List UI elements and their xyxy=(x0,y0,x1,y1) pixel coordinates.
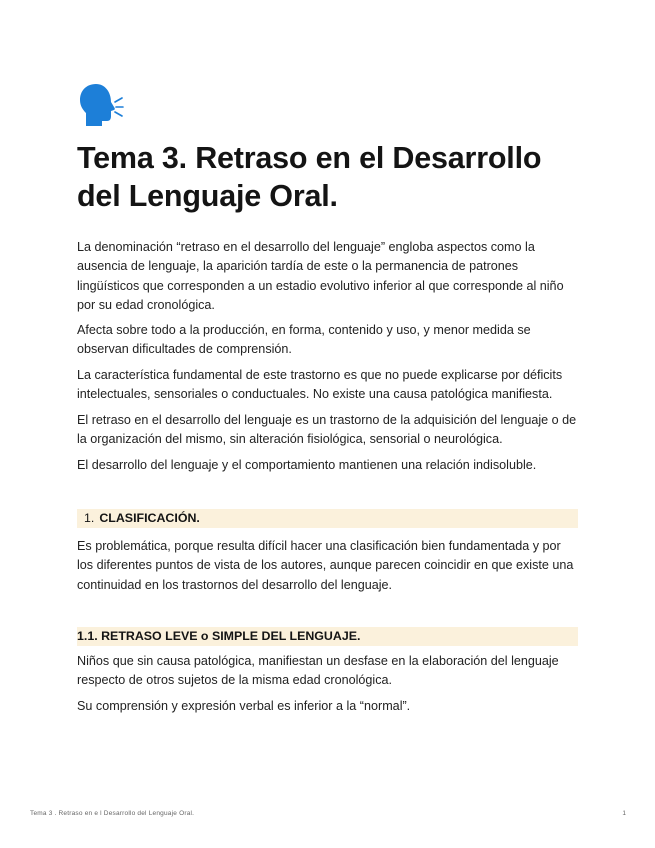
section-heading-clasificacion xyxy=(77,509,578,528)
intro-paragraph-5: El desarrollo del lenguaje y el comportamiento mantienen una relación indisoluble. xyxy=(77,458,537,472)
footer-document-title: Tema 3 . Retraso en e l Desarrollo del Lenguaje Oral. xyxy=(30,810,195,817)
section-1-paragraph: Es problemática, porque resulta difícil hacer una clasificación bien fundamentada y por los diferentes puntos de vista de los autores, aunque parecen coincidir en que existe una continuidad en los trastornos del desarrollo del lenguaje. xyxy=(77,539,574,592)
subsection-paragraph-2: Su comprensión y expresión verbal es inferior a la “normal”. xyxy=(77,699,411,713)
subsection-heading-retraso-leve xyxy=(77,627,578,646)
intro-paragraph-2: Afecta sobre todo a la producción, en forma, contenido y uso, y menor medida se observan dificultades de comprensión. xyxy=(77,323,531,357)
subsection-heading-text: 1.1. RETRASO LEVE o SIMPLE DEL LENGUAJE. xyxy=(77,629,361,643)
page-title: Tema 3. Retraso en el Desarrollo del Lenguaje Oral. xyxy=(77,141,542,213)
section-number: 1. xyxy=(84,511,95,525)
speaking-head-icon xyxy=(78,83,124,127)
intro-paragraph-4: El retraso en el desarrollo del lenguaje es un trastorno de la adquisición del lenguaje o de la organización del mismo, sin alteración fisiológica, sensorial o neurológica. xyxy=(77,413,577,447)
footer-page-number: 1 xyxy=(622,810,626,817)
subsection-paragraph-1: Niños que sin causa patológica, manifiestan un desfase en la elaboración del lenguaje respecto de otros sujetos de la misma edad cronológica. xyxy=(77,654,559,688)
intro-paragraph-1: La denominación “retraso en el desarrollo del lenguaje” engloba aspectos como la ausencia de lenguaje, la aparición tardía de este o la permanencia de patrones lingüísticos que corresponden a un estadio evolutivo inferior al que corresponde al niño por su edad cronológica. xyxy=(77,240,564,312)
section-heading-text: CLASIFICACIÓN. xyxy=(99,511,200,525)
intro-paragraph-3: La característica fundamental de este trastorno es que no puede explicarse por déficits intelectuales, sensoriales o conductuales. No existe una causa patológica manifiesta. xyxy=(77,368,563,402)
